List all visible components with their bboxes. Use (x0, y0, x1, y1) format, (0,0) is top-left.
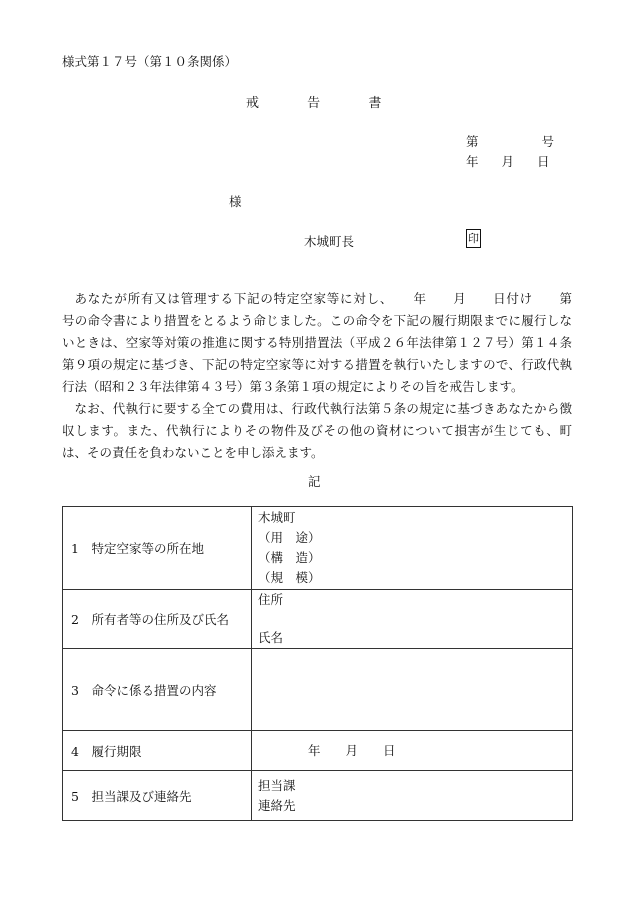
seal-stamp: 印 (466, 229, 481, 248)
location-structure: （構 造） (258, 550, 321, 565)
row-label: 5 担当課及び連絡先 (63, 771, 252, 821)
row-label: 2 所有者等の住所及び氏名 (63, 590, 252, 649)
body-text (62, 288, 598, 464)
issuer-name: 木城町長 (304, 234, 355, 249)
body-paragraph-2: なお、代執行に要する全ての費用は、行政代執行法第５条の規定に基づきあなたから徴収します。また、代執行によりその物件及びその他の資材について損害が生じても、町は、その責任を負わないことを申し添えます。 (62, 401, 572, 460)
row-value (252, 649, 573, 731)
location-scale: （規 模） (258, 570, 321, 585)
contact-department: 担当課 (258, 777, 296, 793)
date-year: 年 (466, 154, 479, 169)
row-value (252, 590, 573, 649)
doc-number-dai: 第 (466, 134, 479, 149)
table-row (63, 590, 573, 649)
date-day: 日 (537, 154, 550, 169)
details-table (62, 506, 573, 821)
doc-number-go: 号 (541, 134, 555, 149)
title-char: 書 (368, 96, 382, 111)
row-value (252, 771, 573, 821)
title-char: 告 (307, 96, 321, 111)
date-month: 月 (501, 154, 515, 169)
ki-heading: 記 (308, 474, 321, 489)
owner-address-label: 住所 (258, 592, 284, 607)
document-date-line (466, 152, 550, 170)
row-value: 年 月 日 (252, 731, 573, 771)
form-number: 様式第１７号（第１０条関係） (62, 54, 238, 69)
contact-info: 連絡先 (258, 797, 296, 813)
table-row (63, 731, 573, 771)
document-title (246, 92, 381, 111)
table-row (63, 771, 573, 821)
document-number-line (466, 132, 554, 150)
location-town: 木城町 (258, 510, 296, 525)
row-label: 4 履行期限 (63, 731, 252, 771)
body-paragraph-1: あなたが所有又は管理する下記の特定空家等に対し、 年 月 日付け 第 号の命令書により措置をとるよう命じました。この命令を下記の履行期限までに履行しないときは、空家等対策の推進に関する特別措置法（平成２６年法律第１２７号）第１４条第９項の規定に基づき、下記の特定空家等に対する措置を執行いたしますので、行政代執行法（昭和２３年法律第４３号）第３条第１項の規定によりその旨を戒告します。 (62, 291, 598, 394)
table-row (63, 649, 573, 731)
owner-name-label: 氏名 (258, 630, 284, 645)
location-use: （用 途） (258, 530, 321, 545)
row-label: 3 命令に係る措置の内容 (63, 649, 252, 731)
title-char: 戒 (246, 96, 260, 111)
row-value (252, 507, 573, 590)
table-row (63, 507, 573, 590)
addressee-suffix: 様 (229, 194, 242, 209)
row-label: 1 特定空家等の所在地 (63, 507, 252, 590)
